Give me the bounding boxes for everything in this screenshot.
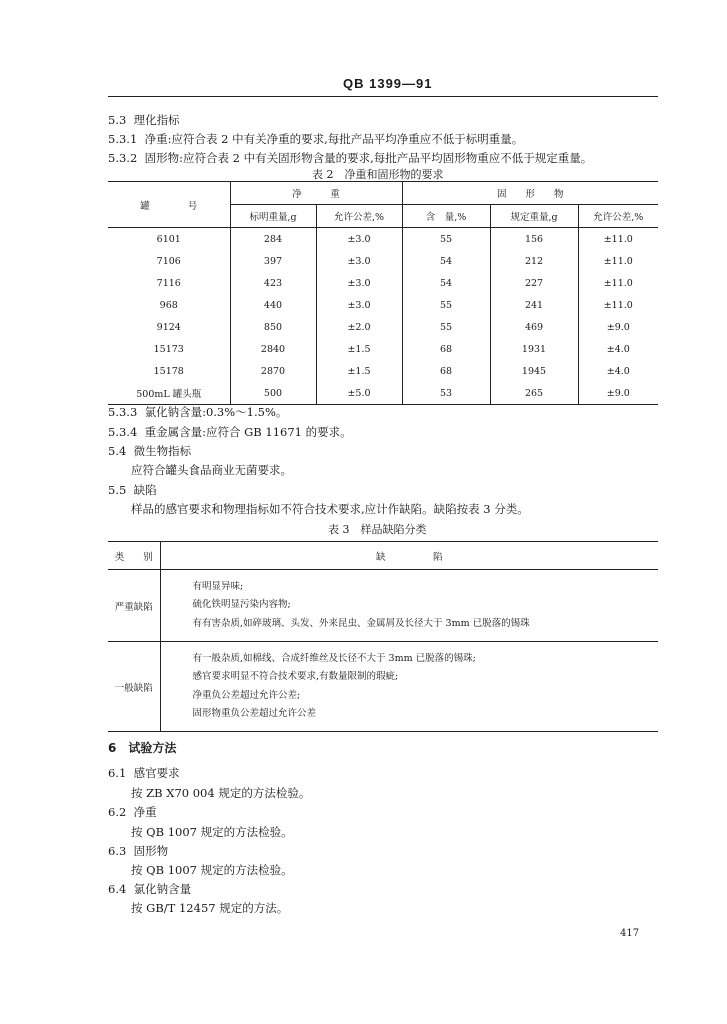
- header-rule: [108, 96, 658, 97]
- table-row: [108, 642, 658, 732]
- table-cell: 212: [490, 250, 578, 272]
- table-cell: ±11.0: [578, 228, 658, 251]
- table-cell: 55: [402, 228, 490, 251]
- section-number: 5.3.2: [108, 151, 138, 165]
- table2-subheader: 含 量,%: [402, 205, 490, 228]
- table-cell: 500: [230, 382, 316, 405]
- table3-caption: 表 3 样品缺陷分类: [328, 523, 427, 536]
- section-6-3-body: 按 QB 1007 规定的方法检验。: [131, 863, 293, 877]
- section-text: 感官要求: [133, 766, 180, 780]
- section-text: 重金属含量:应符合 GB 11671 的要求。: [144, 425, 352, 439]
- list-item: 有明显异味;: [192, 580, 244, 592]
- table3-defect-list: [160, 570, 658, 642]
- table3-defect-classification: [108, 541, 658, 732]
- table3-header-defect: 缺 陷: [160, 542, 658, 570]
- section-5-3-3: [108, 405, 287, 419]
- table-cell: 500mL 罐头瓶: [136, 389, 202, 400]
- table-cell: 53: [402, 382, 490, 405]
- table-cell: 68: [402, 338, 490, 360]
- section-text: 净重: [133, 805, 157, 819]
- section-text: 氯化钠含量:0.3%～1.5%。: [144, 405, 288, 419]
- list-item: 有一般杂质,如棉线、合成纤维丝及长径不大于 3mm 已脱落的锡珠;: [192, 652, 476, 664]
- table-cell: ±5.0: [316, 382, 402, 405]
- table2-net-weight-solids: [108, 181, 658, 405]
- list-item: 硫化铁明显污染内容物;: [192, 599, 291, 611]
- table-cell: 440: [230, 294, 316, 316]
- section-5-3-1: [108, 132, 523, 146]
- table-cell: 1931: [490, 338, 578, 360]
- table-row: [108, 570, 658, 642]
- table2-header-can-number: 罐 号: [108, 182, 230, 228]
- section-number: 6.1: [108, 766, 127, 780]
- section-text: 缺陷: [133, 483, 157, 497]
- section-6-4: [108, 882, 191, 896]
- table-cell: ±11.0: [578, 272, 658, 294]
- list-item: 净重负公差超过允许公差;: [192, 689, 301, 701]
- section-number: 5.3.3: [108, 405, 138, 419]
- table-row: [108, 382, 658, 405]
- table-cell: 15178: [153, 365, 184, 377]
- section-6-2: [108, 805, 157, 819]
- section-number: 5.3.1: [108, 132, 138, 146]
- section-number: 6.3: [108, 844, 127, 858]
- section-5-3: [108, 113, 180, 127]
- table-cell: 7116: [156, 277, 181, 289]
- section-text: 理化指标: [133, 113, 180, 127]
- table-cell: 7106: [156, 255, 181, 267]
- section-number: 6.2: [108, 805, 127, 819]
- table-cell: 68: [402, 360, 490, 382]
- table-cell: ±4.0: [578, 360, 658, 382]
- table2-header-net-weight: 净 重: [230, 182, 402, 205]
- table-cell: 469: [490, 316, 578, 338]
- table2-subheader: 规定重量,g: [490, 205, 578, 228]
- section-6-4-body: 按 GB/T 12457 规定的方法。: [131, 901, 289, 915]
- section-6-3: [108, 844, 168, 858]
- page-number: 417: [620, 928, 640, 939]
- table-cell: ±3.0: [316, 272, 402, 294]
- table-cell: 284: [230, 228, 316, 251]
- table-cell: ±4.0: [578, 338, 658, 360]
- section-text: 固形物:应符合表 2 中有关固形物含量的要求,每批产品平均固形物重应不低于规定重量。: [144, 151, 593, 165]
- table-cell: ±3.0: [316, 250, 402, 272]
- table2-header-solids: 固 形 物: [402, 182, 658, 205]
- section-number: 5.5: [108, 483, 127, 497]
- table-cell: 55: [402, 316, 490, 338]
- table-cell: 968: [159, 299, 178, 311]
- section-text: 固形物: [133, 844, 169, 858]
- section-number: 5.3: [108, 113, 127, 127]
- table-cell: 156: [490, 228, 578, 251]
- table-cell: 423: [230, 272, 316, 294]
- table-row: [108, 228, 658, 251]
- section-text: 净重:应符合表 2 中有关净重的要求,每批产品平均净重应不低于标明重量。: [144, 132, 524, 146]
- table3-category-general: 一般缺陷: [114, 682, 153, 694]
- table-cell: 241: [490, 294, 578, 316]
- section-number: 6.4: [108, 882, 127, 896]
- table-cell: 397: [230, 250, 316, 272]
- table-cell: 15173: [153, 343, 184, 355]
- table-cell: 54: [402, 250, 490, 272]
- table-cell: 2870: [230, 360, 316, 382]
- section-5-3-4: [108, 425, 352, 439]
- section-number: 5.3.4: [108, 425, 138, 439]
- table-row: [108, 360, 658, 382]
- table3-category-severe: 严重缺陷: [114, 601, 153, 613]
- table-row: [108, 272, 658, 294]
- table-cell: ±11.0: [578, 294, 658, 316]
- list-item: 有有害杂质,如碎玻璃、头发、外来昆虫、金属屑及长径大于 3mm 已脱落的锡珠: [192, 617, 530, 629]
- table-cell: 2840: [230, 338, 316, 360]
- table-row: [108, 338, 658, 360]
- table-cell: 265: [490, 382, 578, 405]
- table2-subheader: 允许公差,%: [316, 205, 402, 228]
- table-cell: ±1.5: [316, 338, 402, 360]
- section-6-title: 6 试验方法: [108, 741, 177, 755]
- list-item: 感官要求明显不符合技术要求,有数量限制的瑕疵;: [192, 671, 399, 682]
- section-5-5-body: 样品的感官要求和物理指标如不符合技术要求,应计作缺陷。缺陷按表 3 分类。: [131, 502, 529, 516]
- table2-subheader: 标明重量,g: [230, 205, 316, 228]
- section-6-2-body: 按 QB 1007 规定的方法检验。: [131, 825, 293, 839]
- table3-header-category: 类 别: [114, 551, 153, 563]
- table-row: [108, 316, 658, 338]
- table-cell: 54: [402, 272, 490, 294]
- table-row: [108, 250, 658, 272]
- section-text: 微生物指标: [133, 444, 192, 458]
- table-cell: ±2.0: [316, 316, 402, 338]
- table-cell: ±9.0: [578, 316, 658, 338]
- table-cell: ±11.0: [578, 250, 658, 272]
- standard-number-header: QB 1399—91: [343, 76, 433, 91]
- list-item: 固形物重负公差超过允许公差: [192, 708, 317, 719]
- table-cell: 1945: [490, 360, 578, 382]
- table-cell: ±3.0: [316, 294, 402, 316]
- section-5-3-2: [108, 151, 592, 165]
- table-cell: 55: [402, 294, 490, 316]
- table-cell: ±3.0: [316, 228, 402, 251]
- table-cell: 9124: [156, 321, 181, 333]
- section-text: 氯化钠含量: [133, 882, 192, 896]
- table2-subheader: 允许公差,%: [578, 205, 658, 228]
- table3-defect-list: [160, 642, 658, 732]
- table-cell: ±9.0: [578, 382, 658, 405]
- section-5-4: [108, 444, 191, 458]
- section-5-4-body: 应符合罐头食品商业无菌要求。: [131, 463, 292, 477]
- table-cell: 6101: [156, 233, 181, 245]
- section-5-5: [108, 483, 157, 497]
- section-6-1: [108, 766, 180, 780]
- table-cell: 227: [490, 272, 578, 294]
- table-row: [108, 294, 658, 316]
- table2-caption: 表 2 净重和固形物的要求: [312, 168, 444, 181]
- section-6-1-body: 按 ZB X70 004 规定的方法检验。: [131, 786, 311, 800]
- table-cell: 850: [230, 316, 316, 338]
- section-number: 5.4: [108, 444, 127, 458]
- table-cell: ±1.5: [316, 360, 402, 382]
